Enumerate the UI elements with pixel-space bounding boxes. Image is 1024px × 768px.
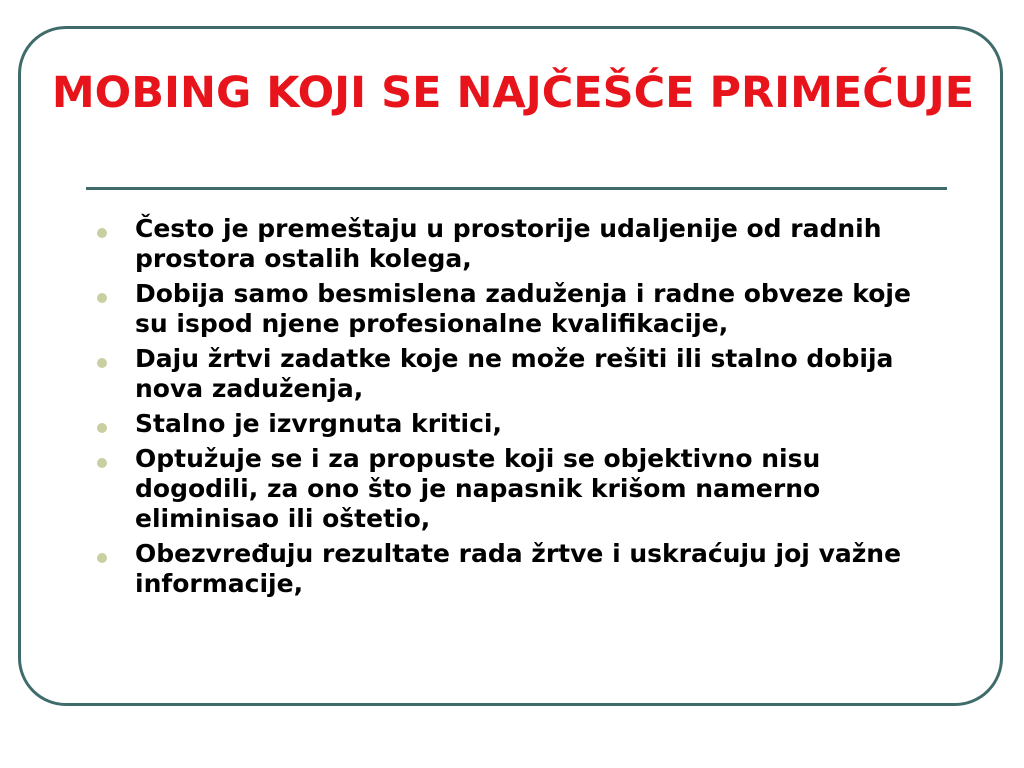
bullet-list bbox=[94, 214, 944, 604]
bullet-text: Dobija samo besmislena zaduženja i radne obveze koje su ispod njene profesionalne kvalifikacije, bbox=[135, 279, 911, 338]
title-divider bbox=[86, 187, 947, 190]
bullet-item bbox=[94, 409, 944, 439]
bullet-item bbox=[94, 214, 944, 274]
bullet-dot-icon bbox=[97, 293, 107, 303]
bullet-text: Stalno je izvrgnuta kritici, bbox=[135, 409, 502, 438]
bullet-item bbox=[94, 279, 944, 339]
bullet-dot-icon bbox=[97, 228, 107, 238]
slide-title: MOBING KOJI SE NAJČEŠĆE PRIMEĆUJE bbox=[51, 68, 975, 118]
bullet-dot-icon bbox=[97, 423, 107, 433]
bullet-text: Daju žrtvi zadatke koje ne može rešiti ili stalno dobija nova zaduženja, bbox=[135, 344, 894, 403]
bullet-text: Optužuje se i za propuste koji se objektivno nisu dogodili, za ono što je napasnik krišom namerno eliminisao ili oštetio, bbox=[135, 444, 821, 533]
bullet-item bbox=[94, 444, 944, 534]
bullet-dot-icon bbox=[97, 553, 107, 563]
bullet-dot-icon bbox=[97, 358, 107, 368]
bullet-item bbox=[94, 539, 944, 599]
bullet-text: Obezvređuju rezultate rada žrtve i uskraćuju joj važne informacije, bbox=[135, 539, 902, 598]
bullet-dot-icon bbox=[97, 458, 107, 468]
bullet-item bbox=[94, 344, 944, 404]
bullet-text: Često je premeštaju u prostorije udaljenije od radnih prostora ostalih kolega, bbox=[135, 214, 882, 273]
